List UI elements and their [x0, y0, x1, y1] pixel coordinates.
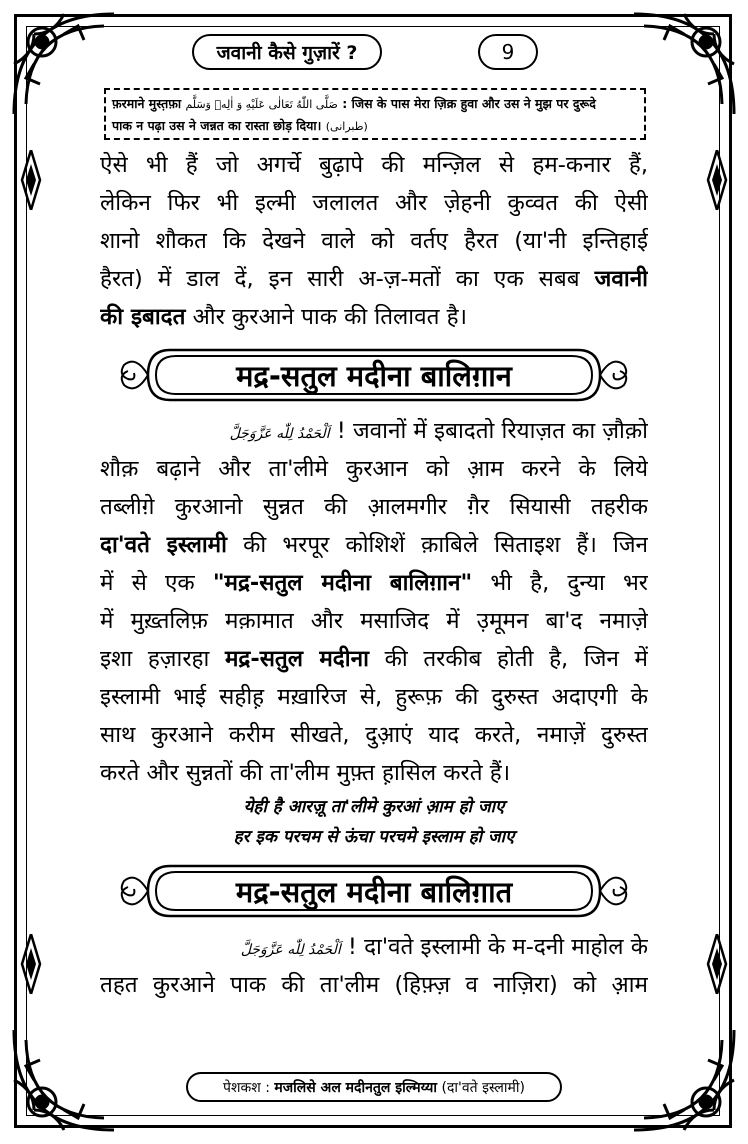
text-line: शानो शौकत कि देखने वाले को वर्तए हैरत (या'नी इन्तिहाई: [100, 228, 648, 254]
text-line: तहत कुरआने पाक की ता'लीम (हिफ़्ज़ व नाज़िरा) को आ़म: [100, 972, 648, 998]
bold-term: "मद्र-सतुल मदीना बालिग़ान": [212, 570, 473, 596]
arabic-praise: اَلْحَمْدُ لِلّٰه عَزَّوَجَلَّ: [240, 942, 341, 958]
footer-label: पेशकश :: [223, 1079, 270, 1096]
side-ornament-left-bottom: [20, 934, 42, 994]
text-line: [100, 298, 648, 336]
side-ornament-right-top: [706, 150, 728, 210]
side-ornament-left-top: [20, 150, 42, 210]
text-segment: ! दा'वते इस्लामी के म-दनी माहोल के: [347, 934, 648, 960]
verse-line: येही है आरज़ू ता'लीमे कुरआं आ़म हो जाए: [243, 797, 505, 817]
arabic-praise: اَلْحَمْدُ لِلّٰه عَزَّوَجَلَّ: [229, 426, 330, 442]
bold-term: की इबादत: [100, 304, 186, 330]
text-line: [100, 564, 648, 602]
book-title: जवानी कैसे गुज़ारें ?: [192, 34, 382, 70]
section-title: मद्र-सतुल मदीना बालिग़ात: [235, 874, 513, 909]
text-segment: और कुरआने पाक की तिलावत है।: [192, 304, 468, 330]
hadith-box: [104, 88, 646, 140]
text-line: [100, 928, 648, 966]
footer-publisher-name: मजलिसे अल मदीनतुल इल्मिय्या: [274, 1079, 438, 1096]
page-number: 9: [478, 34, 538, 70]
text-segment: ! जवानों में इबादतो रियाज़त का ज़ौक़ो: [336, 418, 648, 444]
text-line: इस्लामी भाई सहीह़ मख़ारिज से, हुरूफ़ की दुरुस्त अदाएगी के: [100, 684, 648, 710]
text-segment: भी है, दुन्या भर: [490, 570, 648, 596]
bold-term: मद्र-सतुल मदीना: [224, 646, 369, 672]
side-ornament-right-bottom: [706, 934, 728, 994]
bold-term: जवानी: [594, 266, 648, 292]
text-line: तब्लीग़े कुरआनो सुन्नत की आ़लमगीर ग़ैर सियासी तहरीक: [100, 494, 648, 520]
hadith-text-line1: : जिस के पास मेरा ज़िक्र हुवा और उस ने मुझ पर दुरूदे: [342, 96, 596, 111]
paragraph-3: [100, 928, 648, 1004]
text-line: [100, 526, 648, 564]
section-heading-2: [100, 858, 648, 924]
corner-ornament-bottom-left: [4, 1020, 124, 1140]
text-line: शौक़ बढ़ाने और ता'लीमे कुरआन को आ़म करने के लिये: [100, 456, 648, 482]
footer-publisher: [186, 1072, 562, 1102]
section-heading-1: [100, 342, 648, 408]
paragraph-1: [100, 146, 648, 336]
hadith-lead: फ़रमाने मुस्त़फ़ा: [112, 96, 182, 111]
verse-line: हर इक परचम से ऊंचा परचमे इस्लाम हो जाए: [233, 827, 515, 847]
footer-org: (दा'वते इस्लामी): [441, 1079, 525, 1096]
text-segment: में से एक: [100, 570, 195, 596]
text-line: में मुख़्तलिफ़ मक़ामात और मसाजिद में उ़मूमन बा'द नमाज़े: [100, 608, 648, 634]
text-segment: की भरपूर कोशिशें क़ाबिले सिताइश हैं। जिन: [243, 532, 648, 558]
bold-term: दा'वते इस्लामी: [100, 532, 227, 558]
text-line: करते और सुन्नतों की ता'लीम मुफ़्त ह़ासिल करते हैं।: [100, 760, 511, 786]
corner-ornament-bottom-right: [624, 1020, 744, 1140]
text-line: [100, 260, 648, 298]
text-line: [100, 412, 648, 450]
hadith-text-line2: पाक न पढ़ा उस ने जन्नत का रास्ता छोड़ दिया।: [112, 118, 322, 133]
text-segment: इशा हज़ारहा: [100, 646, 210, 672]
verse-couplet: [100, 792, 648, 852]
text-line: [100, 640, 648, 678]
text-segment: की तरकीब होती है, जिन में: [384, 646, 648, 672]
text-line: साथ कुरआने करीम सीखते, दुआ़एं याद करते, नमाज़ें दुरुस्त: [100, 722, 648, 748]
hadith-reference: (طبرانی): [325, 120, 368, 133]
section-title: मद्र-सतुल मदीना बालिग़ान: [236, 358, 512, 393]
hadith-salutation: صَلَّى اللّٰهُ تَعَالٰى عَلَيْهِ وَ اٰلِهٖ وَسَلَّم: [185, 98, 338, 111]
text-segment: हैरत) में डाल दें, इन सारी अ-ज़-मतों का एक सबब: [100, 266, 580, 292]
main-content: [100, 146, 648, 1004]
text-line: ऐसे भी हैं जो अगर्चे बुढ़ापे की मन्ज़िल से हम-कनार हैं,: [100, 152, 648, 178]
paragraph-2: [100, 412, 648, 792]
text-line: लेकिन फिर भी इल्मी जलालत और ज़ेहनी कुव्वत की ऐसी: [100, 190, 648, 216]
